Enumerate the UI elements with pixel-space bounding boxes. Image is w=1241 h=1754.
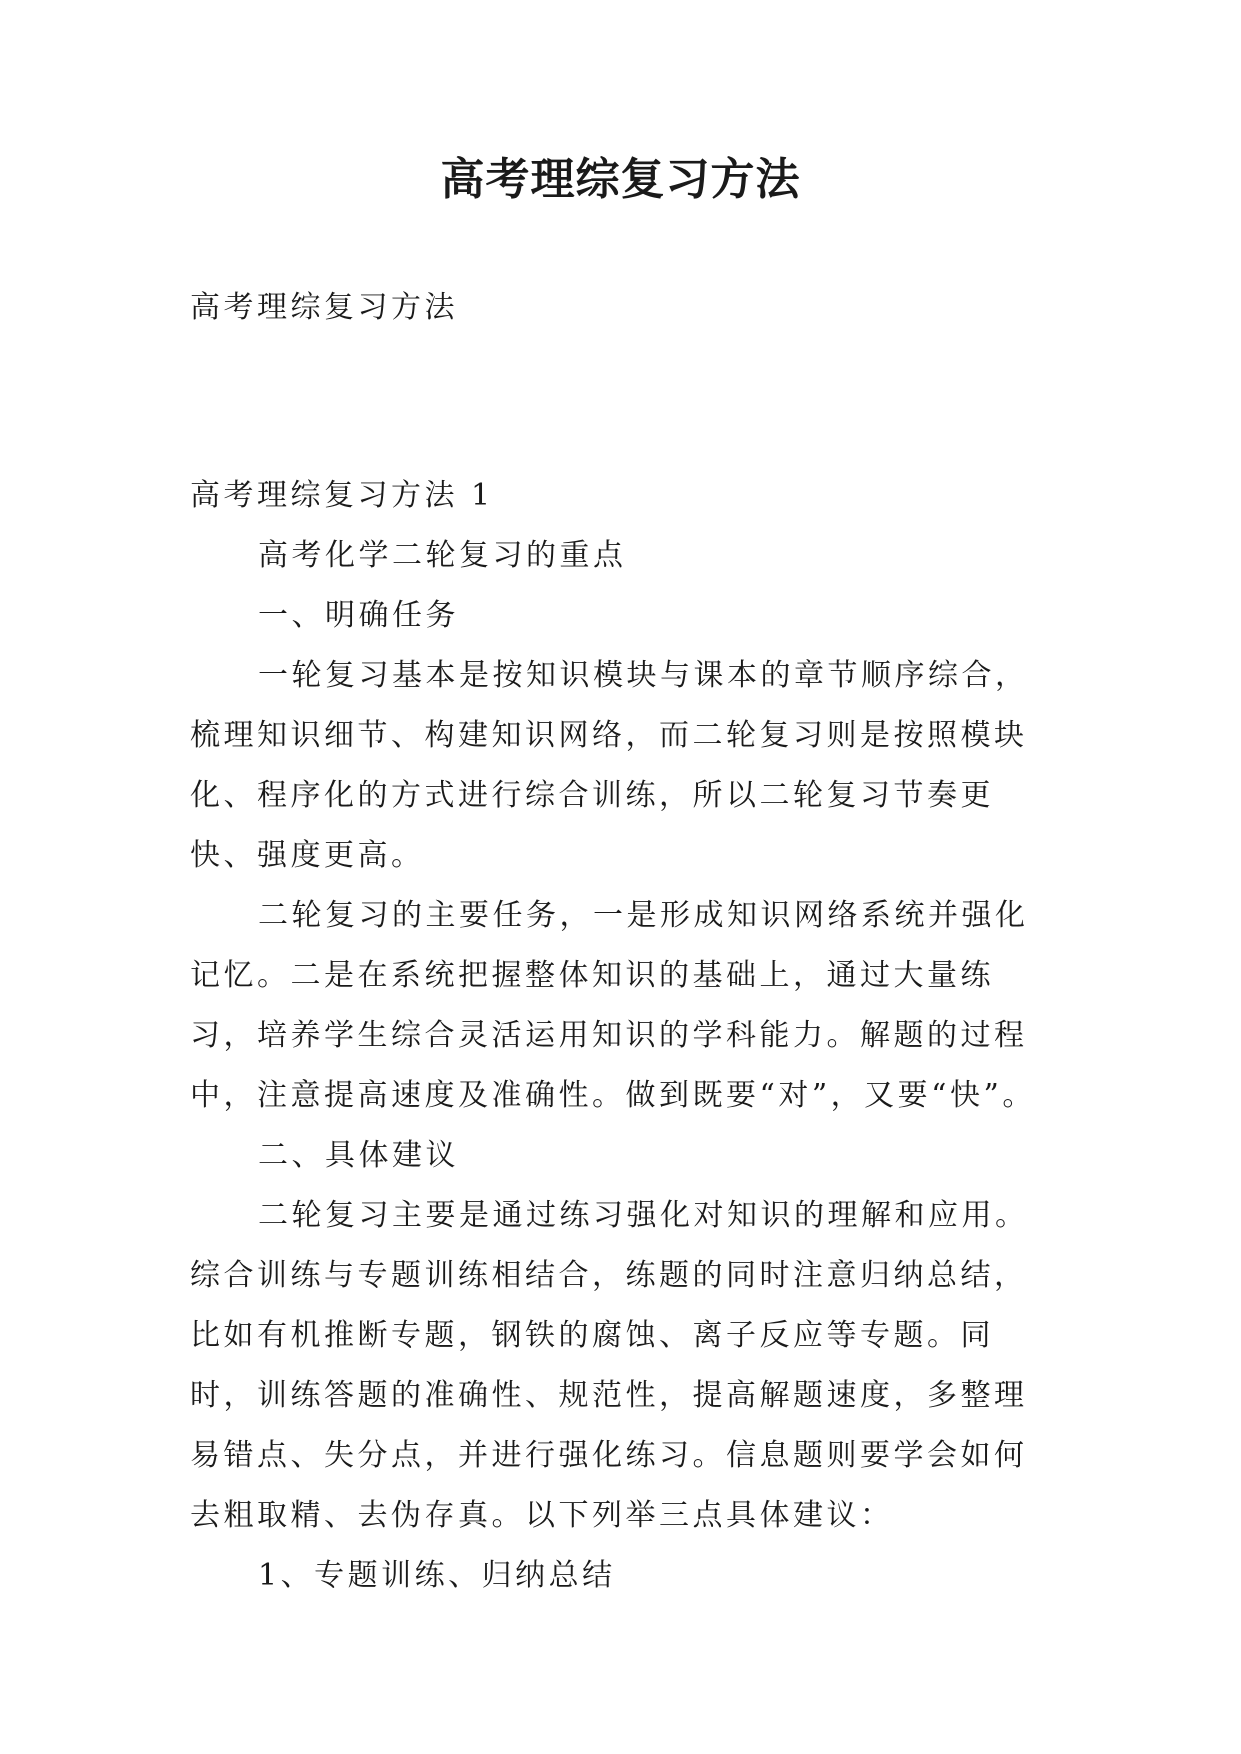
- list-item-1: 1、专题训练、归纳总结: [258, 1558, 616, 1593]
- paragraph-first-round: 一轮复习基本是按知识模块与课本的章节顺序综合，梳理知识细节、构建知识网络，而二轮复习则是按照模块化、程序化的方式进行综合训练，所以二轮复习节奏更快、强度更高。: [190, 658, 1029, 873]
- paragraph-topic: 高考化学二轮复习的重点: [258, 538, 627, 573]
- heading-task: 一、明确任务: [258, 598, 459, 633]
- paragraph-suggestions: 二轮复习主要是通过练习强化对知识的理解和应用。综合训练与专题训练相结合，练题的同时注意归纳总结，比如有机推断专题，钢铁的腐蚀、离子反应等专题。同时，训练答题的准确性、规范性，提高解题速度，多整理易错点、失分点，并进行强化练习。信息题则要学会如何去粗取精、去伪存真。以下列举三点具体建议：: [190, 1198, 1029, 1533]
- section-heading: 高考理综复习方法 1: [190, 478, 494, 513]
- heading-suggestions: 二、具体建议: [258, 1138, 459, 1173]
- document-title: 高考理综复习方法: [440, 154, 801, 205]
- paragraph-main-tasks: 二轮复习的主要任务，一是形成知识网络系统并强化记忆。二是在系统把握整体知识的基础上，通过大量练习，培养学生综合灵活运用知识的学科能力。解题的过程中，注意提高速度及准确性。做到既要“对”，又要“快”。: [190, 898, 1036, 1113]
- document-subtitle: 高考理综复习方法: [190, 290, 458, 325]
- document-body: [190, 466, 1052, 1606]
